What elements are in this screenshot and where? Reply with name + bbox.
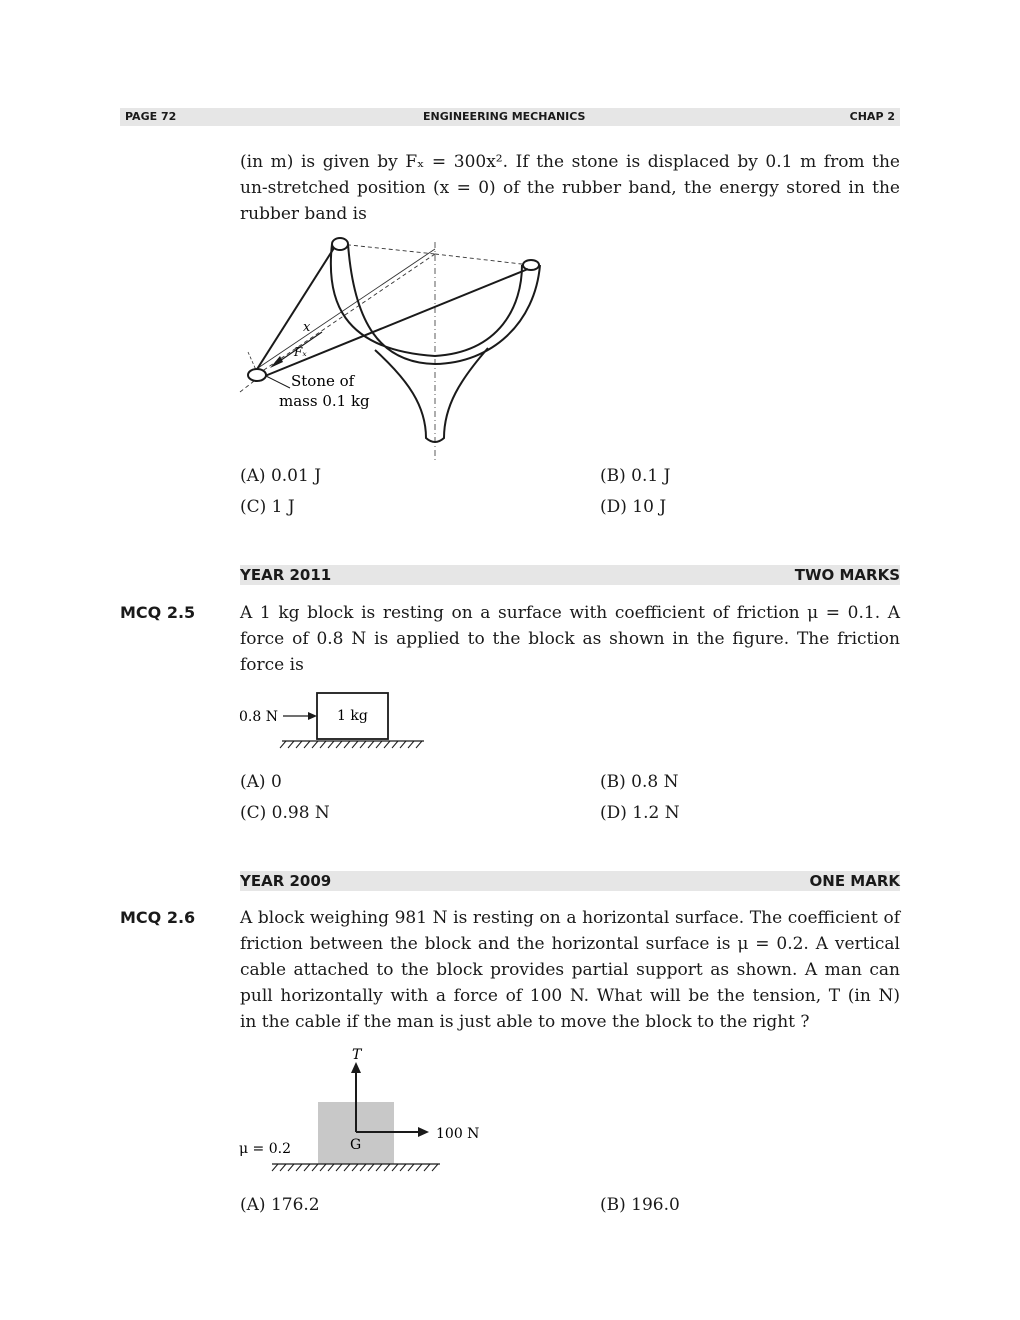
- section-header-2011: [240, 565, 900, 585]
- option-b: (B) 196.0: [600, 1195, 680, 1215]
- leader-line: [266, 376, 290, 388]
- question-number: MCQ 2.6: [120, 908, 196, 927]
- section-year: YEAR 2009: [240, 872, 332, 890]
- option-a: (A) 0.01 J: [240, 466, 322, 486]
- text-line: force of 0.8 N is applied to the block as shown in the figure. The friction: [240, 629, 900, 649]
- cable-block-figure: [236, 1042, 496, 1174]
- frame-handle: [375, 348, 488, 442]
- stone-label-line2: mass 0.1 kg: [279, 392, 370, 410]
- section-header-2009: [240, 871, 900, 891]
- label-force: Fₓ: [294, 345, 307, 359]
- dashed-line: [435, 254, 530, 265]
- book-title: ENGINEERING MECHANICS: [423, 110, 586, 123]
- force-arrowhead: [308, 712, 317, 720]
- question-text: [240, 600, 900, 678]
- option-d: (D) 1.2 N: [600, 803, 680, 823]
- page-number: PAGE 72: [125, 110, 177, 123]
- option-a: (A) 176.2: [240, 1195, 320, 1215]
- text-line: cable attached to the block provides partial support as shown. A man can: [240, 960, 900, 980]
- option-d: (D) 10 J: [600, 497, 667, 517]
- text-line: force is: [240, 655, 304, 675]
- option-a: (A) 0: [240, 772, 282, 792]
- tension-arrowhead: [351, 1062, 361, 1073]
- text-line: friction between the block and the horizontal surface is μ = 0.2. A vertical: [240, 934, 900, 954]
- question-text-continued: [240, 149, 900, 227]
- text-line: (in m) is given by Fₓ = 300x². If the stone is displaced by 0.1 m from the: [240, 152, 900, 172]
- ground-hatch: [280, 741, 422, 748]
- page-header: [120, 108, 900, 126]
- rubber-band-right: [260, 269, 528, 378]
- text-line: A block weighing 981 N is resting on a horizontal surface. The coefficient of: [240, 908, 900, 928]
- text-line: A 1 kg block is resting on a surface with coefficient of friction μ = 0.1. A: [240, 603, 900, 623]
- stone: [248, 369, 266, 381]
- text-line: rubber band is: [240, 204, 367, 224]
- text-line: in the cable if the man is just able to move the block to the right ?: [240, 1012, 810, 1032]
- text-line: pull horizontally with a force of 100 N. What will be the tension, T (in N): [240, 986, 900, 1006]
- section-year: YEAR 2011: [240, 566, 332, 584]
- block-figure: [236, 688, 436, 750]
- chapter-label: CHAP 2: [849, 110, 895, 123]
- pull-arrowhead: [418, 1127, 429, 1137]
- question-number: MCQ 2.5: [120, 603, 196, 622]
- friction-coefficient-label: μ = 0.2: [239, 1141, 291, 1157]
- dashed-line: [340, 244, 435, 254]
- x-dimension-line: [258, 249, 435, 368]
- block-label: 1 kg: [337, 708, 368, 724]
- center-of-gravity-label: G: [350, 1137, 362, 1153]
- dashed-line: [248, 352, 256, 370]
- force-label: 0.8 N: [239, 709, 278, 725]
- option-b: (B) 0.1 J: [600, 466, 671, 486]
- option-c: (C) 0.98 N: [240, 803, 330, 823]
- option-b: (B) 0.8 N: [600, 772, 679, 792]
- force-label: 100 N: [436, 1126, 480, 1142]
- stone-label-line1: Stone of: [291, 372, 355, 390]
- ground-hatch: [272, 1164, 438, 1171]
- question-text: [240, 905, 900, 1035]
- section-marks: ONE MARK: [809, 872, 900, 890]
- force-arrowhead: [270, 356, 283, 368]
- tension-label: T: [352, 1047, 362, 1063]
- section-marks: TWO MARKS: [794, 566, 900, 584]
- option-c: (C) 1 J: [240, 497, 295, 517]
- catapult-figure: [230, 228, 560, 460]
- text-line: un-stretched position (x = 0) of the rubber band, the energy stored in the: [240, 178, 900, 198]
- dashed-line: [258, 254, 435, 374]
- label-x: x: [303, 320, 311, 335]
- left-prong-top: [332, 238, 348, 250]
- right-prong-top: [523, 260, 539, 270]
